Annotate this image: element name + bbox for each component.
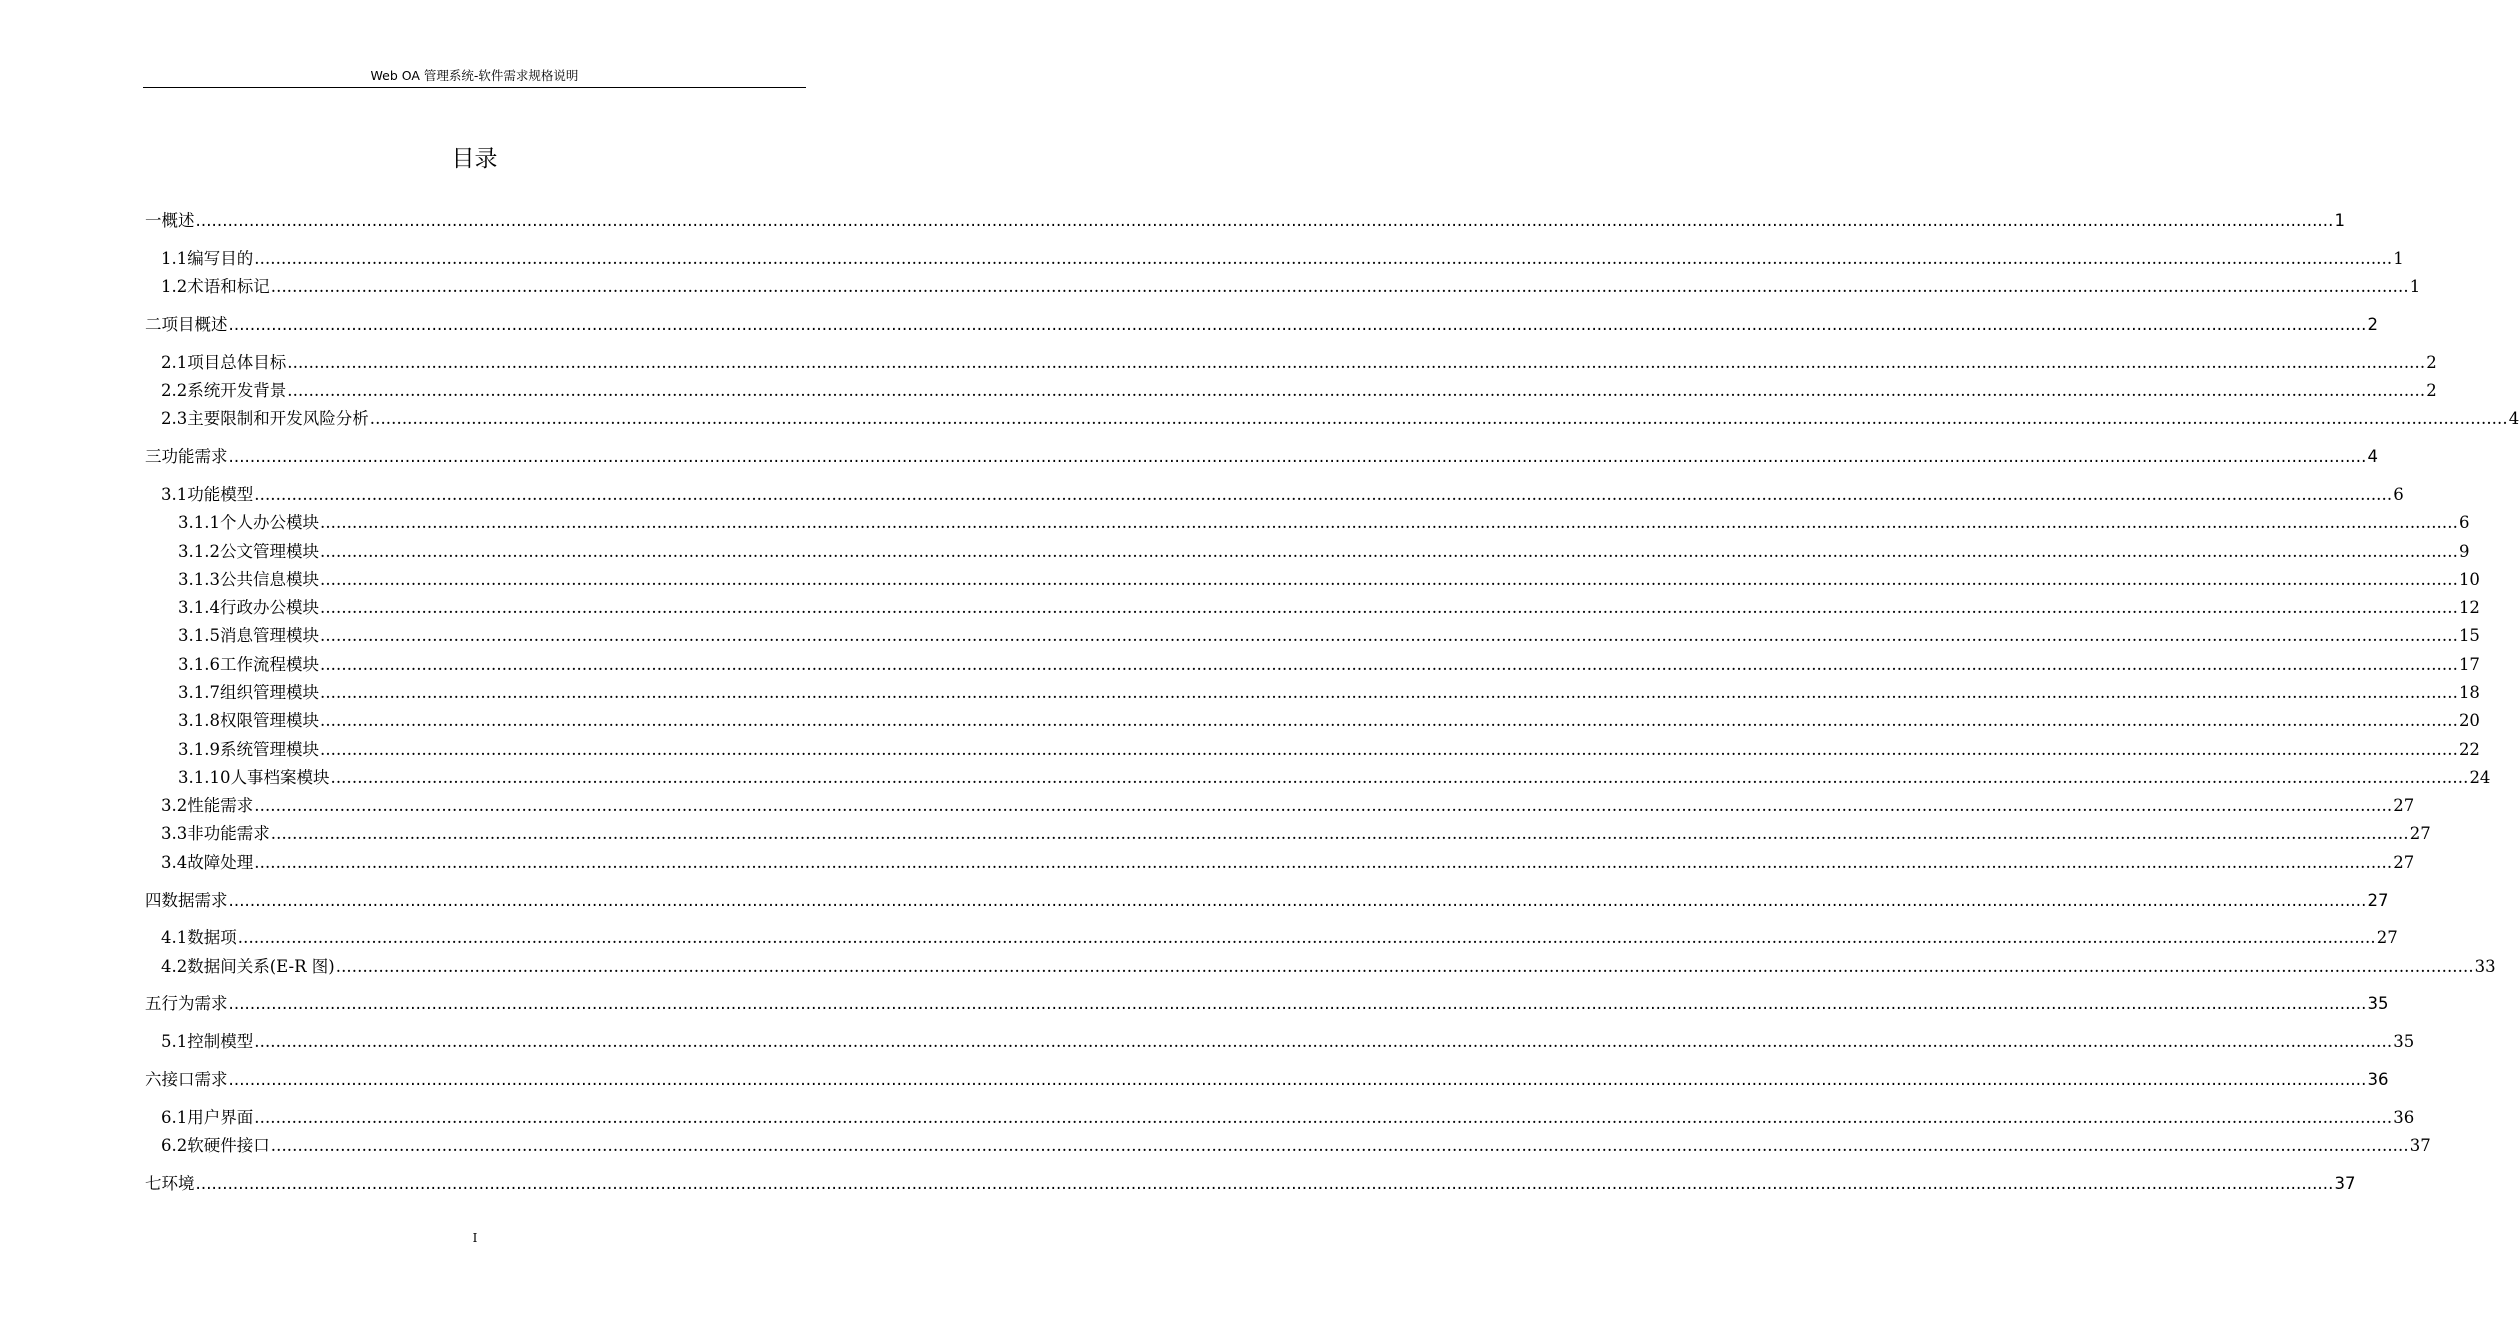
toc-leader-dots: ................................................................................................................................................................................................................................................................................................................................................................................................................ — [287, 353, 2426, 372]
toc-entry[interactable] — [161, 407, 2519, 431]
toc-entry-page: 27 — [2376, 928, 2398, 947]
toc-leader-dots: ................................................................................................................................................................................................................................................................................................................................................................................................................ — [228, 891, 2367, 910]
toc-entry[interactable] — [161, 955, 2496, 979]
toc-entry-number: 3.1.6 — [178, 655, 220, 674]
toc-entry-title: 项目概述 — [161, 315, 228, 334]
toc-entry-title: 软硬件接口 — [187, 1136, 270, 1155]
toc-entry[interactable] — [145, 209, 2345, 233]
toc-entry-page: 2 — [2426, 353, 2437, 372]
toc-leader-dots: ................................................................................................................................................................................................................................................................................................................................................................................................................ — [195, 1174, 2334, 1193]
toc-entry-title: 功能模型 — [187, 485, 254, 504]
toc-entry[interactable] — [178, 511, 2470, 535]
toc-entry-number: 4.2 — [161, 957, 188, 976]
toc-entry[interactable] — [161, 794, 2415, 818]
toc-entry-page: 24 — [2469, 768, 2491, 787]
toc-entry-title: 系统管理模块 — [219, 740, 319, 759]
toc-entry-title: 消息管理模块 — [219, 626, 319, 645]
toc-entry-title: 环境 — [161, 1174, 195, 1193]
toc-entry-page: 2 — [2426, 381, 2437, 400]
toc-entry[interactable] — [145, 1172, 2356, 1196]
toc-entry-page: 37 — [2409, 1136, 2431, 1155]
toc-leader-dots: ................................................................................................................................................................................................................................................................................................................................................................................................................ — [228, 1070, 2367, 1089]
footer-page-number: I — [472, 1231, 478, 1245]
toc-entry-number: 6.1 — [161, 1108, 188, 1127]
toc-entry-number: 3.1.5 — [178, 626, 220, 645]
toc-entry-title: 权限管理模块 — [219, 711, 319, 730]
toc-entry-number: 2.2 — [161, 381, 188, 400]
toc-entry-title: 控制模型 — [187, 1032, 254, 1051]
toc-entry-page: 12 — [2458, 598, 2480, 617]
toc-entry-title: 公文管理模块 — [219, 542, 319, 561]
toc-leader-dots: ................................................................................................................................................................................................................................................................................................................................................................................................................ — [369, 409, 2508, 428]
toc-leader-dots: ................................................................................................................................................................................................................................................................................................................................................................................................................ — [319, 598, 2458, 617]
toc-entry[interactable] — [161, 275, 2421, 299]
toc-leader-dots: ................................................................................................................................................................................................................................................................................................................................................................................................................ — [319, 683, 2458, 702]
toc-entry-number: 3.1.3 — [178, 570, 220, 589]
page-header: Web OA 管理系统-软件需求规格说明 — [370, 68, 579, 83]
toc-leader-dots: ................................................................................................................................................................................................................................................................................................................................................................................................................ — [287, 381, 2426, 400]
toc-entry-number: 3.1.8 — [178, 711, 220, 730]
toc-entry-page: 20 — [2458, 711, 2480, 730]
toc-entry-title: 性能需求 — [187, 796, 254, 815]
toc-entry[interactable] — [161, 851, 2415, 875]
toc-entry-number: 3.1 — [161, 485, 188, 504]
toc-leader-dots: ................................................................................................................................................................................................................................................................................................................................................................................................................ — [319, 740, 2458, 759]
toc-leader-dots: ................................................................................................................................................................................................................................................................................................................................................................................................................ — [254, 485, 2393, 504]
toc-entry-title: 主要限制和开发风险分析 — [187, 409, 369, 428]
toc-entry[interactable] — [178, 596, 2480, 620]
toc-leader-dots: ................................................................................................................................................................................................................................................................................................................................................................................................................ — [319, 513, 2458, 532]
toc-entry-page: 35 — [2367, 994, 2389, 1013]
toc-entry-number: 一 — [145, 211, 162, 230]
toc-entry-page: 37 — [2334, 1174, 2356, 1193]
toc-entry-title: 工作流程模块 — [219, 655, 319, 674]
toc-entry-title: 行为需求 — [161, 994, 228, 1013]
toc-entry[interactable] — [178, 624, 2480, 648]
toc-entry-page: 36 — [2367, 1070, 2389, 1089]
toc-entry[interactable] — [178, 568, 2480, 592]
toc-leader-dots: ................................................................................................................................................................................................................................................................................................................................................................................................................ — [195, 211, 2334, 230]
toc-entry-number: 6.2 — [161, 1136, 188, 1155]
toc-leader-dots: ................................................................................................................................................................................................................................................................................................................................................................................................................ — [254, 249, 2393, 268]
toc-entry-number: 1.2 — [161, 277, 188, 296]
toc-leader-dots: ................................................................................................................................................................................................................................................................................................................................................................................................................ — [228, 994, 2367, 1013]
toc-leader-dots: ................................................................................................................................................................................................................................................................................................................................................................................................................ — [228, 315, 2367, 334]
toc-entry[interactable] — [161, 379, 2437, 403]
toc-entry-page: 22 — [2458, 740, 2480, 759]
toc-entry-title: 故障处理 — [187, 853, 254, 872]
toc-entry-number: 3.4 — [161, 853, 188, 872]
toc-entry-page: 1 — [2393, 249, 2404, 268]
toc-entry-title: 项目总体目标 — [187, 353, 287, 372]
toc-entry-number: 3.1.1 — [178, 513, 220, 532]
toc-entry-number: 六 — [145, 1070, 162, 1089]
toc-entry-page: 27 — [2393, 853, 2415, 872]
toc-leader-dots: ................................................................................................................................................................................................................................................................................................................................................................................................................ — [270, 824, 2409, 843]
toc-leader-dots: ................................................................................................................................................................................................................................................................................................................................................................................................................ — [319, 626, 2458, 645]
toc-leader-dots: ................................................................................................................................................................................................................................................................................................................................................................................................................ — [319, 542, 2458, 561]
toc-leader-dots: ................................................................................................................................................................................................................................................................................................................................................................................................................ — [330, 768, 2469, 787]
toc-leader-dots: ................................................................................................................................................................................................................................................................................................................................................................................................................ — [254, 796, 2393, 815]
toc-entry-title: 公共信息模块 — [219, 570, 319, 589]
toc-entry-number: 四 — [145, 891, 162, 910]
toc-entry-page: 27 — [2409, 824, 2431, 843]
toc-entry-page: 6 — [2393, 485, 2404, 504]
toc-leader-dots: ................................................................................................................................................................................................................................................................................................................................................................................................................ — [270, 277, 2409, 296]
toc-entry[interactable] — [145, 992, 2389, 1016]
toc-entry-title: 术语和标记 — [187, 277, 270, 296]
toc-entry[interactable] — [161, 1134, 2431, 1158]
toc-entry-title: 接口需求 — [161, 1070, 228, 1089]
toc-entry[interactable] — [161, 926, 2398, 950]
toc-entry-page: 35 — [2393, 1032, 2415, 1051]
toc-entry-page: 27 — [2367, 891, 2389, 910]
toc-leader-dots: ................................................................................................................................................................................................................................................................................................................................................................................................................ — [237, 928, 2376, 947]
toc-entry[interactable] — [145, 313, 2378, 337]
toc-entry-number: 3.1.4 — [178, 598, 220, 617]
toc-leader-dots: ................................................................................................................................................................................................................................................................................................................................................................................................................ — [254, 853, 2393, 872]
toc-entry-title: 人事档案模块 — [230, 768, 330, 787]
toc-entry-title: 系统开发背景 — [187, 381, 287, 400]
toc-entry[interactable] — [161, 1030, 2415, 1054]
toc-entry-page: 4 — [2367, 447, 2378, 466]
toc-entry-page: 1 — [2409, 277, 2421, 296]
toc-entry-number: 4.1 — [161, 928, 188, 947]
toc-entry-title: 编写目的 — [187, 249, 254, 268]
toc-entry-page: 36 — [2393, 1108, 2415, 1127]
toc-entry-number: 五 — [145, 994, 162, 1013]
toc-leader-dots: ................................................................................................................................................................................................................................................................................................................................................................................................................ — [254, 1032, 2393, 1051]
toc-entry-page: 10 — [2458, 570, 2480, 589]
toc-entry-page: 27 — [2393, 796, 2415, 815]
toc-entry-number: 3.1.2 — [178, 542, 220, 561]
toc-entry[interactable] — [178, 766, 2491, 790]
toc-entry-page: 6 — [2458, 513, 2470, 532]
header-rule — [143, 87, 806, 88]
toc-entry-title: 行政办公模块 — [219, 598, 319, 617]
toc-entry-title: 用户界面 — [187, 1108, 254, 1127]
toc-entry-number: 3.3 — [161, 824, 188, 843]
toc-title: 目录 — [451, 146, 498, 172]
toc-entry[interactable] — [145, 889, 2389, 913]
toc-entry[interactable] — [178, 653, 2480, 677]
toc-entry-title: 概述 — [161, 211, 195, 230]
toc-entry-number: 2.1 — [161, 353, 188, 372]
toc-entry[interactable] — [161, 247, 2404, 271]
toc-entry[interactable] — [161, 483, 2404, 507]
toc-entry[interactable] — [145, 445, 2378, 469]
toc-entry-page: 1 — [2334, 211, 2345, 230]
toc-entry-number: 5.1 — [161, 1032, 188, 1051]
toc-entry[interactable] — [161, 822, 2431, 846]
toc-entry-page: 15 — [2458, 626, 2480, 645]
toc-leader-dots: ................................................................................................................................................................................................................................................................................................................................................................................................................ — [319, 570, 2458, 589]
toc-entry-page: 33 — [2474, 957, 2496, 976]
toc-entry[interactable] — [178, 681, 2480, 705]
toc-leader-dots: ................................................................................................................................................................................................................................................................................................................................................................................................................ — [254, 1108, 2393, 1127]
toc-leader-dots: ................................................................................................................................................................................................................................................................................................................................................................................................................ — [270, 1136, 2409, 1155]
toc-entry[interactable] — [161, 1106, 2415, 1130]
toc-entry-page: 2 — [2367, 315, 2378, 334]
toc-entry[interactable] — [178, 709, 2480, 733]
toc-entry-title: 功能需求 — [161, 447, 228, 466]
toc-entry-number: 3.1.7 — [178, 683, 220, 702]
toc-entry-title: 数据需求 — [161, 891, 228, 910]
toc-entry-number: 二 — [145, 315, 162, 334]
toc-leader-dots: ................................................................................................................................................................................................................................................................................................................................................................................................................ — [335, 957, 2474, 976]
toc-entry-number: 3.2 — [161, 796, 188, 815]
toc-entry-number: 三 — [145, 447, 162, 466]
toc-entry-number: 七 — [145, 1174, 162, 1193]
toc-leader-dots: ................................................................................................................................................................................................................................................................................................................................................................................................................ — [319, 711, 2458, 730]
toc-leader-dots: ................................................................................................................................................................................................................................................................................................................................................................................................................ — [228, 447, 2367, 466]
toc-entry[interactable] — [178, 540, 2470, 564]
toc-entry-title: 非功能需求 — [187, 824, 270, 843]
toc-entry-page: 17 — [2458, 655, 2480, 674]
toc-entry-number: 3.1.10 — [178, 768, 231, 787]
toc-entry-number: 2.3 — [161, 409, 188, 428]
toc-entry-page: 4 — [2508, 409, 2519, 428]
toc-entry[interactable] — [161, 351, 2437, 375]
toc-entry-title: 数据项 — [187, 928, 237, 947]
toc-entry[interactable] — [178, 738, 2480, 762]
toc-entry-page: 18 — [2458, 683, 2480, 702]
toc-entry-page: 9 — [2458, 542, 2470, 561]
toc-entry-title: 个人办公模块 — [219, 513, 319, 532]
toc-entry-number: 3.1.9 — [178, 740, 220, 759]
toc-entry-number: 1.1 — [161, 249, 188, 268]
toc-entry-title: 组织管理模块 — [219, 683, 319, 702]
toc-entry[interactable] — [145, 1068, 2389, 1092]
toc-leader-dots: ................................................................................................................................................................................................................................................................................................................................................................................................................ — [319, 655, 2458, 674]
toc-entry-title: 数据间关系(E-R 图) — [187, 957, 335, 976]
